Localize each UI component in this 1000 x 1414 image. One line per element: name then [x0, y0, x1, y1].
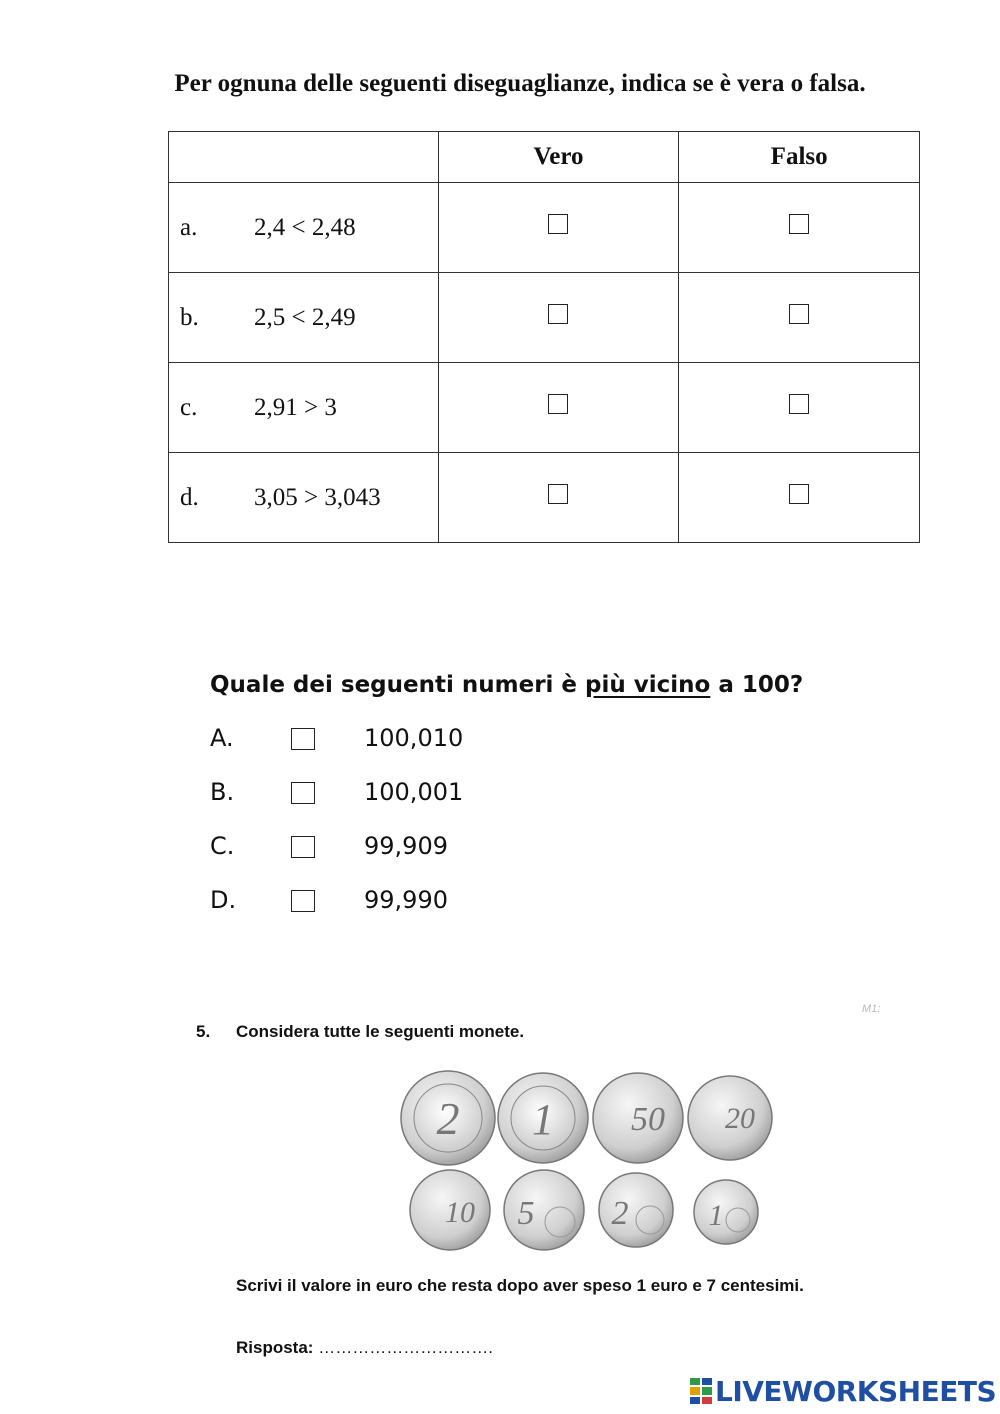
coin-5-cent [504, 1170, 584, 1250]
falso-checkbox[interactable] [789, 214, 809, 234]
liveworksheets-brand[interactable] [690, 1374, 996, 1408]
option-checkbox[interactable] [291, 836, 315, 858]
vero-cell [438, 363, 679, 453]
inequality: 2,5 < 2,49 [254, 303, 356, 331]
falso-cell [679, 363, 920, 453]
option-letter: B. [210, 778, 235, 806]
option-a [0, 724, 600, 756]
exercise-2-question [210, 672, 803, 698]
falso-checkbox[interactable] [789, 484, 809, 504]
option-value: 100,010 [364, 724, 464, 752]
coin-label: 20 [725, 1102, 755, 1135]
vero-cell [438, 453, 679, 543]
option-checkbox[interactable] [291, 782, 315, 804]
inequality: 2,91 > 3 [254, 393, 337, 421]
liveworksheets-logo-icon [690, 1378, 712, 1404]
header-vero: Vero [438, 132, 679, 183]
inequality: 3,05 > 3,043 [254, 483, 381, 511]
exercise-3-question: Considera tutte le seguenti monete. [236, 1022, 525, 1041]
option-value: 99,909 [364, 832, 448, 860]
vero-cell [438, 273, 679, 363]
falso-checkbox[interactable] [789, 394, 809, 414]
option-letter: D. [210, 886, 237, 914]
option-letter: A. [210, 724, 234, 752]
header-empty [169, 132, 439, 183]
coin-label: 5 [517, 1195, 535, 1232]
option-checkbox[interactable] [291, 728, 315, 750]
corner-code: M1: [862, 1003, 881, 1015]
option-value: 99,990 [364, 886, 448, 914]
table-row [169, 363, 920, 453]
answer-line [236, 1338, 493, 1358]
header-falso: Falso [679, 132, 920, 183]
coin-label: 1 [708, 1199, 724, 1232]
true-false-table [168, 131, 920, 543]
exercise-number: 5. [196, 1022, 211, 1041]
table-row [169, 453, 920, 543]
brand-name: LIVEWORKSHEETS [715, 1374, 997, 1408]
coin-label: 2 [436, 1093, 460, 1144]
falso-cell [679, 273, 920, 363]
answer-field[interactable]: …………………………. [318, 1338, 493, 1357]
coin-1-cent [694, 1180, 758, 1244]
statement-cell [169, 453, 439, 543]
coin-label: 10 [445, 1196, 475, 1229]
option-letter: C. [210, 832, 235, 860]
coin-2-euro [401, 1071, 495, 1165]
coin-20-cent [688, 1076, 772, 1160]
coin-50-cent [593, 1073, 683, 1163]
falso-cell [679, 453, 920, 543]
option-b [0, 778, 600, 810]
table-row [169, 183, 920, 273]
option-checkbox[interactable] [291, 890, 315, 912]
option-c [0, 832, 600, 864]
table-row [169, 273, 920, 363]
vero-checkbox[interactable] [548, 304, 568, 324]
coin-label: 2 [611, 1195, 629, 1232]
coin-label: 50 [631, 1101, 665, 1138]
statement-cell [169, 273, 439, 363]
coin-1-euro [498, 1073, 588, 1163]
statement-cell [169, 363, 439, 453]
question-text-end: a 100? [710, 672, 804, 698]
question-text: Quale dei seguenti numeri è [210, 672, 586, 698]
row-letter: d. [180, 483, 199, 511]
coin-10-cent [410, 1170, 490, 1250]
coin-label: 1 [532, 1095, 554, 1144]
vero-checkbox[interactable] [548, 214, 568, 234]
option-d [0, 886, 600, 918]
falso-cell [679, 183, 920, 273]
exercise-1-title: Per ognuna delle seguenti diseguaglianze, indica se è vera o falsa. [174, 70, 866, 97]
table-header-row [169, 132, 920, 183]
vero-cell [438, 183, 679, 273]
answer-label: Risposta: [236, 1338, 314, 1357]
vero-checkbox[interactable] [548, 394, 568, 414]
vero-checkbox[interactable] [548, 484, 568, 504]
row-letter: b. [180, 303, 199, 331]
question-underlined-text: più vicino [585, 672, 711, 698]
coin-2-cent [599, 1173, 673, 1247]
exercise-3-instruction: Scrivi il valore in euro che resta dopo aver speso 1 euro e 7 centesimi. [236, 1276, 804, 1295]
falso-checkbox[interactable] [789, 304, 809, 324]
row-letter: c. [180, 393, 198, 421]
option-value: 100,001 [364, 778, 464, 806]
row-letter: a. [180, 213, 198, 241]
inequality: 2,4 < 2,48 [254, 213, 356, 241]
euro-coins-image [398, 1070, 778, 1255]
statement-cell [169, 183, 439, 273]
